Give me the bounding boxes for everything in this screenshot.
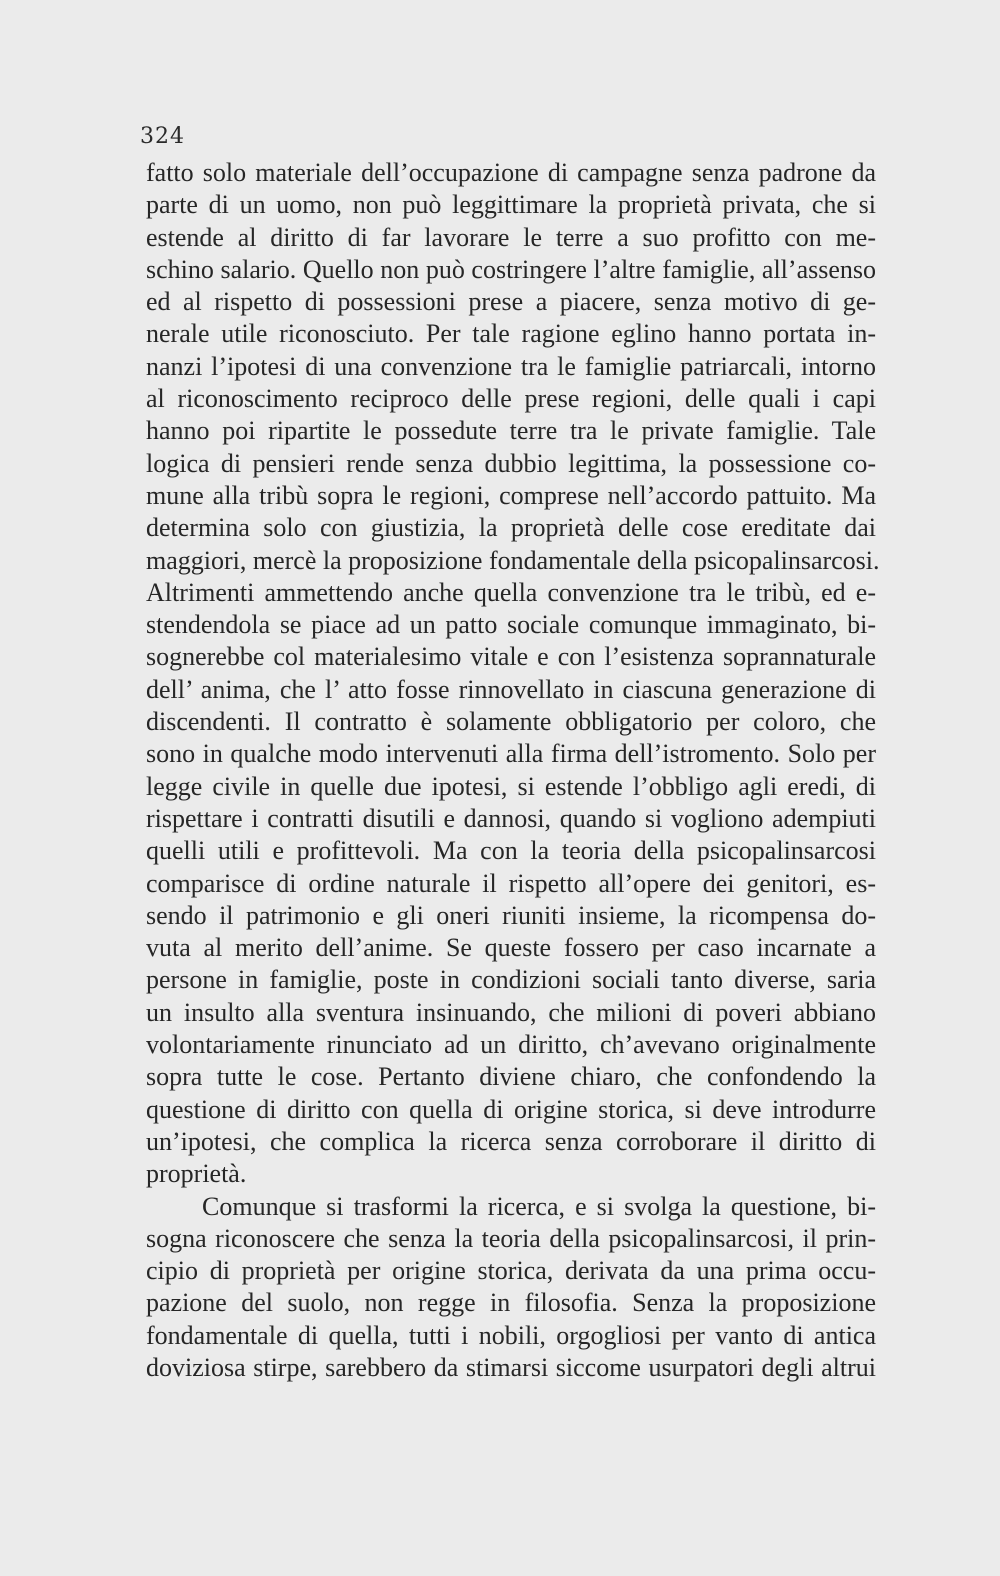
paragraph-1 (146, 157, 880, 1191)
text-line: cipio di proprietà per origine storica, derivata da una prima occu- (146, 1256, 876, 1286)
text-line: comparisce di ordine naturale il rispetto all’opere dei genitori, es- (146, 868, 876, 898)
text-line: rispettare i contratti disutili e dannosi, quando si vogliono adempiuti (146, 803, 876, 833)
text-line: fatto solo materiale dell’occupazione di campagne senza padrone da (146, 158, 876, 187)
text-line: un’ipotesi, che complica la ricerca senza corroborare il diritto di (146, 1126, 876, 1156)
text-line: al riconoscimento reciproco delle prese regioni, delle quali i capi (146, 384, 876, 414)
text-line: Altrimenti ammettendo anche quella convenzione tra le tribù, ed e- (146, 577, 876, 607)
text-line: logica di pensieri rende senza dubbio legittima, la possessione co- (146, 448, 876, 478)
text-line: un insulto alla sventura insinuando, che milioni di poveri abbiano (146, 997, 876, 1027)
text-line: mune alla tribù sopra le regioni, comprese nell’accordo pattuito. Ma (146, 480, 876, 510)
body-text (146, 157, 880, 1384)
text-line: ed al rispetto di possessioni prese a piacere, senza motivo di ge- (146, 287, 876, 317)
text-line: doviziosa stirpe, sarebbero da stimarsi siccome usurpatori degli altrui (146, 1352, 876, 1382)
text-line: sopra tutte le cose. Pertanto diviene chiaro, che confondendo la (146, 1062, 876, 1092)
text-line: pazione del suolo, non regge in filosofia. Senza la proposizione (146, 1288, 876, 1318)
text-line: persone in famiglie, poste in condizioni sociali tanto diverse, saria (146, 965, 876, 995)
text-line: stendendola se piace ad un patto sociale comunque immaginato, bi- (146, 610, 876, 640)
text-line: sogna riconoscere che senza la teoria della psicopalinsarcosi, il prin- (146, 1223, 876, 1253)
text-line: sendo il patrimonio e gli oneri riuniti insieme, la ricompensa do- (146, 900, 876, 930)
text-line: questione di diritto con quella di origine storica, si deve introdurre (146, 1094, 876, 1124)
text-line: sono in qualche modo intervenuti alla firma dell’istromento. Solo per (146, 739, 876, 769)
text-line: dell’ anima, che l’ atto fosse rinnovellato in ciascuna generazione di (146, 674, 876, 704)
paragraph-2 (146, 1191, 876, 1385)
text-line: hanno poi ripartite le possedute terre tra le private famiglie. Tale (146, 416, 876, 446)
text-line: vuta al merito dell’anime. Se queste fossero per caso incarnate a (146, 933, 876, 963)
text-line: maggiori, mercè la proposizione fondamentale della psicopalinsarcosi. (146, 545, 880, 575)
text-line: nanzi l’ipotesi di una convenzione tra le famiglie patriarcali, intorno (146, 351, 876, 381)
text-line: volontariamente rinunciato ad un diritto, ch’avevano originalmente (146, 1030, 876, 1060)
text-line: proprietà. (146, 1159, 247, 1189)
text-line: sognerebbe col materialesimo vitale e con l’esistenza soprannaturale (146, 642, 876, 672)
text-line: estende al diritto di far lavorare le terre a suo profitto con me- (146, 222, 876, 252)
text-line: parte di un uomo, non può leggittimare la proprietà privata, che si (146, 190, 876, 220)
page-number: 324 (140, 124, 185, 149)
text-line: quelli utili e profittevoli. Ma con la teoria della psicopalinsarcosi (146, 836, 876, 866)
text-line: Comunque si trasformi la ricerca, e si svolga la questione, bi- (202, 1191, 876, 1221)
text-line: discendenti. Il contratto è solamente obbligatorio per coloro, che (146, 707, 876, 737)
text-line: nerale utile riconosciuto. Per tale ragione eglino hanno portata in- (146, 319, 876, 349)
text-line: schino salario. Quello non può costringere l’altre famiglie, all’assenso (146, 254, 876, 284)
text-line: determina solo con giustizia, la proprietà delle cose ereditate dai (146, 513, 876, 543)
text-line: legge civile in quelle due ipotesi, si estende l’obbligo agli eredi, di (146, 771, 876, 801)
text-line: fondamentale di quella, tutti i nobili, orgogliosi per vanto di antica (146, 1320, 876, 1350)
